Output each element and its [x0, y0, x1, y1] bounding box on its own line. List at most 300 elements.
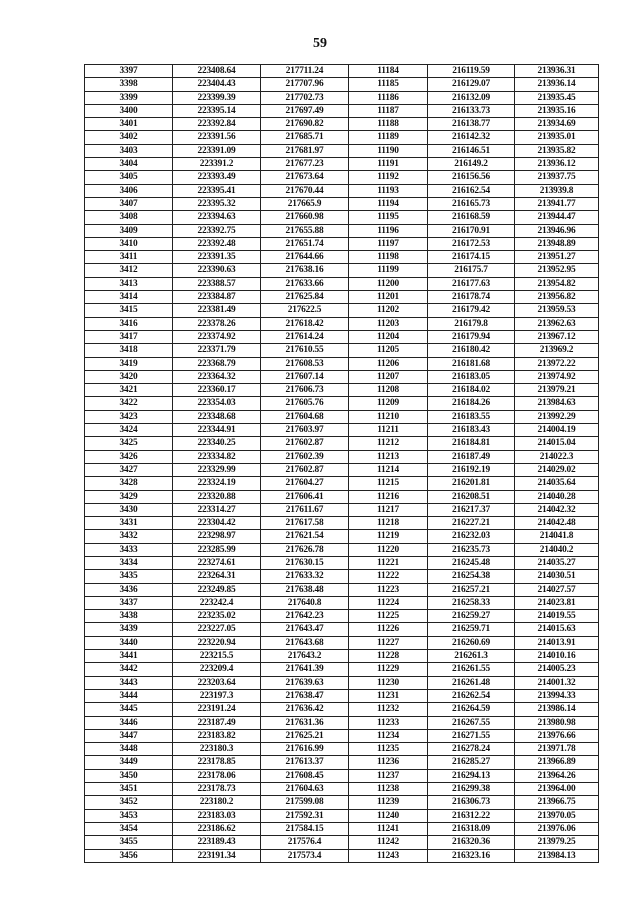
cell-point-number-left: 3454: [85, 822, 173, 835]
cell-x-coordinate-right: 216235.73: [428, 543, 515, 556]
cell-y-coordinate-left: 217644.66: [261, 251, 349, 264]
table-row: [85, 158, 599, 171]
cell-y-coordinate-left: 217617.58: [261, 517, 349, 530]
cell-y-coordinate-left: 217625.21: [261, 729, 349, 742]
cell-x-coordinate-right: 216184.81: [428, 437, 515, 450]
table-row: [85, 716, 599, 729]
cell-y-coordinate-left: 217604.63: [261, 783, 349, 796]
cell-y-coordinate-left: 217604.27: [261, 477, 349, 490]
cell-x-coordinate-left: 223348.68: [173, 410, 261, 423]
cell-x-coordinate-right: 216119.59: [428, 65, 515, 78]
cell-y-coordinate-left: 217631.36: [261, 716, 349, 729]
cell-y-coordinate-right: 214019.55: [515, 610, 599, 623]
table-row: [85, 211, 599, 224]
cell-point-number-right: 11227: [349, 636, 428, 649]
cell-y-coordinate-right: 214035.27: [515, 556, 599, 569]
cell-point-number-right: 11217: [349, 503, 428, 516]
table-row: [85, 304, 599, 317]
table-row: [85, 756, 599, 769]
cell-y-coordinate-left: 217707.96: [261, 78, 349, 91]
cell-x-coordinate-left: 223395.14: [173, 104, 261, 117]
cell-x-coordinate-left: 223314.27: [173, 503, 261, 516]
cell-y-coordinate-left: 217616.99: [261, 743, 349, 756]
cell-point-number-right: 11198: [349, 251, 428, 264]
cell-y-coordinate-right: 213952.95: [515, 264, 599, 277]
cell-x-coordinate-right: 216318.09: [428, 822, 515, 835]
cell-y-coordinate-right: 213939.8: [515, 184, 599, 197]
cell-x-coordinate-right: 216149.2: [428, 158, 515, 171]
cell-point-number-right: 11219: [349, 530, 428, 543]
cell-y-coordinate-left: 217576.4: [261, 836, 349, 849]
cell-y-coordinate-right: 213951.27: [515, 251, 599, 264]
cell-y-coordinate-right: 213969.2: [515, 344, 599, 357]
cell-point-number-right: 11185: [349, 78, 428, 91]
cell-point-number-left: 3417: [85, 330, 173, 343]
cell-point-number-left: 3407: [85, 197, 173, 210]
cell-point-number-left: 3451: [85, 783, 173, 796]
cell-y-coordinate-left: 217702.73: [261, 91, 349, 104]
cell-y-coordinate-left: 217610.55: [261, 344, 349, 357]
cell-y-coordinate-right: 213946.96: [515, 224, 599, 237]
cell-x-coordinate-left: 223368.79: [173, 357, 261, 370]
table-row: [85, 104, 599, 117]
cell-point-number-left: 3420: [85, 370, 173, 383]
cell-y-coordinate-right: 214042.32: [515, 503, 599, 516]
cell-x-coordinate-right: 216285.27: [428, 756, 515, 769]
cell-x-coordinate-left: 223381.49: [173, 304, 261, 317]
cell-point-number-right: 11238: [349, 783, 428, 796]
cell-point-number-right: 11201: [349, 291, 428, 304]
cell-x-coordinate-right: 216267.55: [428, 716, 515, 729]
cell-y-coordinate-left: 217608.45: [261, 769, 349, 782]
cell-y-coordinate-left: 217602.87: [261, 437, 349, 450]
cell-y-coordinate-left: 217605.76: [261, 397, 349, 410]
cell-point-number-left: 3432: [85, 530, 173, 543]
cell-point-number-left: 3452: [85, 796, 173, 809]
cell-x-coordinate-right: 216259.27: [428, 610, 515, 623]
cell-point-number-left: 3438: [85, 610, 173, 623]
table-row: [85, 822, 599, 835]
cell-y-coordinate-right: 214029.02: [515, 463, 599, 476]
table-row: [85, 171, 599, 184]
cell-point-number-left: 3430: [85, 503, 173, 516]
cell-point-number-left: 3418: [85, 344, 173, 357]
cell-x-coordinate-left: 223180.2: [173, 796, 261, 809]
cell-y-coordinate-right: 213984.63: [515, 397, 599, 410]
cell-y-coordinate-right: 213986.14: [515, 703, 599, 716]
table-row: [85, 836, 599, 849]
cell-x-coordinate-left: 223378.26: [173, 317, 261, 330]
table-row: [85, 490, 599, 503]
cell-x-coordinate-right: 216179.94: [428, 330, 515, 343]
cell-point-number-right: 11239: [349, 796, 428, 809]
cell-point-number-right: 11189: [349, 131, 428, 144]
cell-x-coordinate-left: 223391.2: [173, 158, 261, 171]
cell-point-number-left: 3419: [85, 357, 173, 370]
cell-point-number-left: 3413: [85, 277, 173, 290]
cell-y-coordinate-left: 217633.32: [261, 570, 349, 583]
cell-point-number-right: 11242: [349, 836, 428, 849]
cell-point-number-right: 11231: [349, 689, 428, 702]
cell-x-coordinate-right: 216232.03: [428, 530, 515, 543]
cell-y-coordinate-left: 217604.68: [261, 410, 349, 423]
cell-point-number-right: 11241: [349, 822, 428, 835]
cell-point-number-right: 11203: [349, 317, 428, 330]
cell-point-number-right: 11232: [349, 703, 428, 716]
cell-x-coordinate-right: 216184.02: [428, 384, 515, 397]
table-row: [85, 477, 599, 490]
cell-x-coordinate-left: 223191.34: [173, 849, 261, 862]
table-row: [85, 370, 599, 383]
cell-point-number-right: 11237: [349, 769, 428, 782]
cell-point-number-left: 3409: [85, 224, 173, 237]
table-row: [85, 796, 599, 809]
cell-point-number-left: 3426: [85, 450, 173, 463]
cell-point-number-left: 3401: [85, 118, 173, 131]
cell-point-number-left: 3445: [85, 703, 173, 716]
cell-x-coordinate-left: 223334.82: [173, 450, 261, 463]
table-row: [85, 650, 599, 663]
cell-x-coordinate-right: 216254.38: [428, 570, 515, 583]
cell-x-coordinate-left: 223390.63: [173, 264, 261, 277]
cell-y-coordinate-left: 217584.15: [261, 822, 349, 835]
cell-x-coordinate-left: 223329.99: [173, 463, 261, 476]
cell-point-number-left: 3434: [85, 556, 173, 569]
cell-point-number-right: 11195: [349, 211, 428, 224]
cell-x-coordinate-right: 216177.63: [428, 277, 515, 290]
table-row: [85, 556, 599, 569]
cell-point-number-right: 11197: [349, 237, 428, 250]
cell-point-number-right: 11191: [349, 158, 428, 171]
table-row: [85, 849, 599, 862]
cell-x-coordinate-left: 223399.39: [173, 91, 261, 104]
cell-x-coordinate-right: 216187.49: [428, 450, 515, 463]
cell-x-coordinate-right: 216294.13: [428, 769, 515, 782]
table-row: [85, 118, 599, 131]
cell-point-number-right: 11202: [349, 304, 428, 317]
table-row: [85, 184, 599, 197]
cell-x-coordinate-right: 216174.15: [428, 251, 515, 264]
cell-point-number-left: 3399: [85, 91, 173, 104]
cell-x-coordinate-left: 223391.56: [173, 131, 261, 144]
cell-x-coordinate-left: 223285.99: [173, 543, 261, 556]
cell-y-coordinate-right: 214005.23: [515, 663, 599, 676]
cell-point-number-left: 3439: [85, 623, 173, 636]
cell-y-coordinate-right: 213936.31: [515, 65, 599, 78]
cell-y-coordinate-left: 217711.24: [261, 65, 349, 78]
cell-y-coordinate-left: 217697.49: [261, 104, 349, 117]
cell-point-number-left: 3421: [85, 384, 173, 397]
cell-point-number-left: 3422: [85, 397, 173, 410]
cell-x-coordinate-left: 223392.84: [173, 118, 261, 131]
cell-y-coordinate-left: 217626.78: [261, 543, 349, 556]
cell-x-coordinate-left: 223183.03: [173, 809, 261, 822]
cell-point-number-right: 11224: [349, 596, 428, 609]
cell-y-coordinate-right: 213966.75: [515, 796, 599, 809]
cell-x-coordinate-right: 216180.42: [428, 344, 515, 357]
cell-x-coordinate-right: 216170.91: [428, 224, 515, 237]
table-row: [85, 610, 599, 623]
cell-point-number-right: 11187: [349, 104, 428, 117]
cell-x-coordinate-left: 223354.03: [173, 397, 261, 410]
cell-y-coordinate-right: 213934.69: [515, 118, 599, 131]
cell-x-coordinate-right: 216217.37: [428, 503, 515, 516]
table-row: [85, 729, 599, 742]
cell-y-coordinate-left: 217611.67: [261, 503, 349, 516]
cell-y-coordinate-left: 217660.98: [261, 211, 349, 224]
cell-x-coordinate-right: 216156.56: [428, 171, 515, 184]
cell-y-coordinate-right: 213936.14: [515, 78, 599, 91]
cell-point-number-left: 3443: [85, 676, 173, 689]
cell-x-coordinate-left: 223183.82: [173, 729, 261, 742]
cell-x-coordinate-left: 223197.3: [173, 689, 261, 702]
cell-y-coordinate-right: 213954.82: [515, 277, 599, 290]
cell-point-number-left: 3456: [85, 849, 173, 862]
cell-point-number-left: 3441: [85, 650, 173, 663]
cell-y-coordinate-right: 213967.12: [515, 330, 599, 343]
cell-point-number-right: 11228: [349, 650, 428, 663]
cell-x-coordinate-right: 216129.07: [428, 78, 515, 91]
cell-point-number-right: 11236: [349, 756, 428, 769]
cell-x-coordinate-right: 216179.42: [428, 304, 515, 317]
cell-point-number-right: 11211: [349, 424, 428, 437]
cell-y-coordinate-right: 214001.32: [515, 676, 599, 689]
cell-y-coordinate-left: 217602.39: [261, 450, 349, 463]
table-row: [85, 344, 599, 357]
cell-x-coordinate-right: 216258.33: [428, 596, 515, 609]
cell-y-coordinate-left: 217643.2: [261, 650, 349, 663]
cell-point-number-right: 11194: [349, 197, 428, 210]
cell-x-coordinate-right: 216323.16: [428, 849, 515, 862]
cell-x-coordinate-left: 223371.79: [173, 344, 261, 357]
cell-y-coordinate-right: 214041.8: [515, 530, 599, 543]
cell-y-coordinate-right: 213956.82: [515, 291, 599, 304]
cell-point-number-right: 11200: [349, 277, 428, 290]
table-row: [85, 530, 599, 543]
cell-point-number-right: 11223: [349, 583, 428, 596]
cell-y-coordinate-right: 213944.47: [515, 211, 599, 224]
table-row: [85, 596, 599, 609]
cell-x-coordinate-right: 216259.71: [428, 623, 515, 636]
cell-x-coordinate-left: 223235.02: [173, 610, 261, 623]
cell-x-coordinate-left: 223242.4: [173, 596, 261, 609]
cell-x-coordinate-right: 216261.48: [428, 676, 515, 689]
cell-point-number-right: 11208: [349, 384, 428, 397]
cell-x-coordinate-left: 223178.06: [173, 769, 261, 782]
cell-point-number-right: 11210: [349, 410, 428, 423]
cell-y-coordinate-right: 214015.04: [515, 437, 599, 450]
cell-x-coordinate-right: 216142.32: [428, 131, 515, 144]
cell-y-coordinate-left: 217638.16: [261, 264, 349, 277]
cell-point-number-right: 11192: [349, 171, 428, 184]
cell-y-coordinate-right: 214035.64: [515, 477, 599, 490]
cell-y-coordinate-right: 213966.89: [515, 756, 599, 769]
cell-point-number-left: 3455: [85, 836, 173, 849]
cell-point-number-right: 11222: [349, 570, 428, 583]
cell-point-number-left: 3447: [85, 729, 173, 742]
cell-y-coordinate-right: 214010.16: [515, 650, 599, 663]
cell-point-number-right: 11186: [349, 91, 428, 104]
cell-y-coordinate-right: 213970.05: [515, 809, 599, 822]
cell-x-coordinate-right: 216201.81: [428, 477, 515, 490]
cell-point-number-left: 3449: [85, 756, 173, 769]
cell-x-coordinate-left: 223395.41: [173, 184, 261, 197]
cell-y-coordinate-right: 213976.06: [515, 822, 599, 835]
cell-point-number-left: 3424: [85, 424, 173, 437]
cell-y-coordinate-left: 217673.64: [261, 171, 349, 184]
cell-point-number-right: 11235: [349, 743, 428, 756]
cell-y-coordinate-right: 214023.81: [515, 596, 599, 609]
cell-y-coordinate-right: 214030.51: [515, 570, 599, 583]
cell-y-coordinate-left: 217642.23: [261, 610, 349, 623]
table-row: [85, 410, 599, 423]
cell-y-coordinate-left: 217690.82: [261, 118, 349, 131]
table-row: [85, 570, 599, 583]
cell-x-coordinate-right: 216261.55: [428, 663, 515, 676]
cell-point-number-left: 3428: [85, 477, 173, 490]
coordinates-table-body: [85, 65, 599, 863]
cell-point-number-right: 11206: [349, 357, 428, 370]
cell-point-number-left: 3423: [85, 410, 173, 423]
cell-point-number-right: 11209: [349, 397, 428, 410]
cell-point-number-left: 3436: [85, 583, 173, 596]
cell-point-number-left: 3427: [85, 463, 173, 476]
cell-y-coordinate-left: 217608.53: [261, 357, 349, 370]
cell-point-number-left: 3414: [85, 291, 173, 304]
cell-point-number-right: 11214: [349, 463, 428, 476]
cell-y-coordinate-right: 213959.53: [515, 304, 599, 317]
cell-point-number-right: 11193: [349, 184, 428, 197]
cell-x-coordinate-right: 216320.36: [428, 836, 515, 849]
cell-x-coordinate-right: 216146.51: [428, 144, 515, 157]
cell-y-coordinate-left: 217643.47: [261, 623, 349, 636]
cell-x-coordinate-left: 223394.63: [173, 211, 261, 224]
cell-point-number-right: 11205: [349, 344, 428, 357]
cell-x-coordinate-right: 216133.73: [428, 104, 515, 117]
cell-y-coordinate-right: 214013.91: [515, 636, 599, 649]
cell-point-number-left: 3442: [85, 663, 173, 676]
page-number: 59: [313, 36, 327, 51]
cell-point-number-left: 3446: [85, 716, 173, 729]
cell-x-coordinate-left: 223374.92: [173, 330, 261, 343]
cell-y-coordinate-right: 214040.2: [515, 543, 599, 556]
table-row: [85, 583, 599, 596]
cell-point-number-left: 3448: [85, 743, 173, 756]
cell-y-coordinate-right: 214015.63: [515, 623, 599, 636]
cell-x-coordinate-right: 216278.24: [428, 743, 515, 756]
cell-x-coordinate-right: 216184.26: [428, 397, 515, 410]
cell-y-coordinate-left: 217655.88: [261, 224, 349, 237]
table-row: [85, 277, 599, 290]
cell-x-coordinate-left: 223320.88: [173, 490, 261, 503]
cell-point-number-left: 3444: [85, 689, 173, 702]
cell-point-number-right: 11199: [349, 264, 428, 277]
cell-point-number-right: 11233: [349, 716, 428, 729]
cell-x-coordinate-left: 223186.62: [173, 822, 261, 835]
cell-point-number-left: 3408: [85, 211, 173, 224]
table-row: [85, 517, 599, 530]
cell-x-coordinate-left: 223178.85: [173, 756, 261, 769]
cell-x-coordinate-right: 216165.73: [428, 197, 515, 210]
cell-y-coordinate-right: 213936.12: [515, 158, 599, 171]
cell-point-number-left: 3412: [85, 264, 173, 277]
cell-x-coordinate-right: 216264.59: [428, 703, 515, 716]
cell-point-number-left: 3431: [85, 517, 173, 530]
cell-y-coordinate-left: 217606.41: [261, 490, 349, 503]
cell-y-coordinate-left: 217670.44: [261, 184, 349, 197]
cell-y-coordinate-right: 213979.21: [515, 384, 599, 397]
cell-point-number-left: 3433: [85, 543, 173, 556]
cell-x-coordinate-left: 223187.49: [173, 716, 261, 729]
cell-point-number-right: 11215: [349, 477, 428, 490]
cell-y-coordinate-left: 217665.9: [261, 197, 349, 210]
cell-point-number-right: 11226: [349, 623, 428, 636]
cell-x-coordinate-right: 216271.55: [428, 729, 515, 742]
table-row: [85, 450, 599, 463]
cell-y-coordinate-right: 213962.63: [515, 317, 599, 330]
table-row: [85, 809, 599, 822]
table-row: [85, 424, 599, 437]
cell-x-coordinate-left: 223388.57: [173, 277, 261, 290]
table-row: [85, 437, 599, 450]
cell-point-number-right: 11229: [349, 663, 428, 676]
cell-point-number-left: 3410: [85, 237, 173, 250]
cell-y-coordinate-left: 217640.8: [261, 596, 349, 609]
cell-x-coordinate-left: 223274.61: [173, 556, 261, 569]
cell-x-coordinate-left: 223215.5: [173, 650, 261, 663]
cell-x-coordinate-left: 223392.75: [173, 224, 261, 237]
table-row: [85, 503, 599, 516]
cell-point-number-left: 3425: [85, 437, 173, 450]
table-row: [85, 703, 599, 716]
cell-x-coordinate-left: 223392.48: [173, 237, 261, 250]
cell-y-coordinate-right: 214040.28: [515, 490, 599, 503]
table-row: [85, 743, 599, 756]
cell-point-number-left: 3398: [85, 78, 173, 91]
cell-x-coordinate-left: 223395.32: [173, 197, 261, 210]
table-row: [85, 384, 599, 397]
cell-point-number-left: 3397: [85, 65, 173, 78]
cell-point-number-right: 11190: [349, 144, 428, 157]
cell-x-coordinate-left: 223298.97: [173, 530, 261, 543]
cell-y-coordinate-left: 217641.39: [261, 663, 349, 676]
cell-y-coordinate-left: 217614.24: [261, 330, 349, 343]
cell-x-coordinate-left: 223344.91: [173, 424, 261, 437]
table-row: [85, 131, 599, 144]
cell-x-coordinate-left: 223384.87: [173, 291, 261, 304]
cell-y-coordinate-left: 217639.63: [261, 676, 349, 689]
cell-point-number-right: 11220: [349, 543, 428, 556]
cell-y-coordinate-left: 217677.23: [261, 158, 349, 171]
cell-y-coordinate-right: 213980.98: [515, 716, 599, 729]
cell-y-coordinate-left: 217685.71: [261, 131, 349, 144]
cell-x-coordinate-right: 216183.43: [428, 424, 515, 437]
cell-x-coordinate-left: 223209.4: [173, 663, 261, 676]
table-row: [85, 623, 599, 636]
cell-y-coordinate-left: 217651.74: [261, 237, 349, 250]
cell-x-coordinate-right: 216257.21: [428, 583, 515, 596]
cell-point-number-left: 3416: [85, 317, 173, 330]
cell-x-coordinate-right: 216245.48: [428, 556, 515, 569]
cell-y-coordinate-left: 217625.84: [261, 291, 349, 304]
table-row: [85, 769, 599, 782]
cell-point-number-right: 11225: [349, 610, 428, 623]
cell-x-coordinate-right: 216181.68: [428, 357, 515, 370]
cell-x-coordinate-right: 216172.53: [428, 237, 515, 250]
cell-point-number-right: 11240: [349, 809, 428, 822]
cell-x-coordinate-right: 216183.55: [428, 410, 515, 423]
cell-y-coordinate-right: 213935.16: [515, 104, 599, 117]
